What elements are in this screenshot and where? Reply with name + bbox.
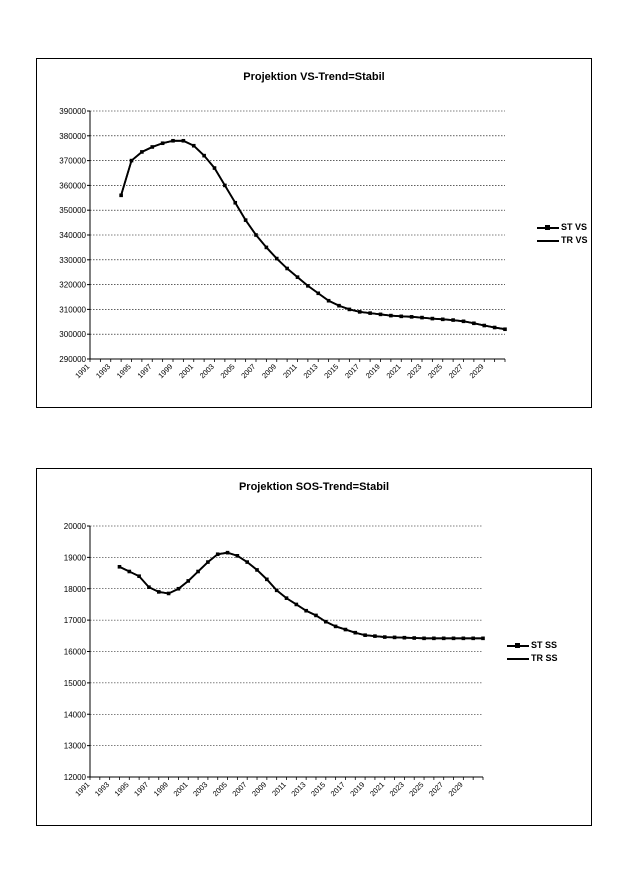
legend-swatch-marker: [537, 227, 559, 229]
y-tick-label: 330000: [59, 255, 86, 265]
chart-sos-frame: [36, 468, 592, 826]
x-tick-label: 2029: [446, 780, 465, 799]
x-tick-label: 2011: [270, 780, 288, 798]
x-tick-label: 2013: [289, 780, 308, 799]
y-tick-label: 390000: [59, 107, 86, 116]
y-tick-label: 12000: [63, 773, 86, 782]
x-tick-label: 2015: [322, 362, 341, 381]
x-tick-label: 1997: [135, 362, 154, 381]
chart-vs-frame: [36, 58, 592, 408]
y-tick-label: 290000: [59, 355, 86, 364]
y-tick-label: 350000: [59, 206, 86, 216]
legend-swatch-marker: [507, 645, 529, 647]
x-tick-label: 2001: [177, 362, 196, 381]
x-tick-label: 1999: [151, 780, 171, 799]
y-tick-label: 15000: [63, 678, 86, 688]
x-tick-label: 2015: [309, 780, 328, 799]
y-tick-label: 380000: [59, 131, 86, 141]
y-tick-label: 16000: [63, 647, 86, 657]
legend-swatch-line: [537, 240, 559, 242]
x-tick-label: 1991: [73, 362, 92, 381]
x-tick-label: 1995: [114, 362, 133, 381]
y-tick-label: 14000: [63, 710, 86, 720]
y-tick-label: 370000: [59, 156, 86, 166]
y-tick-label: 13000: [63, 741, 86, 751]
x-tick-label: 1995: [112, 780, 131, 799]
x-tick-label: 2011: [281, 362, 299, 380]
x-tick-label: 2003: [197, 362, 216, 381]
legend-label: TR VS: [561, 235, 588, 245]
y-tick-label: 18000: [63, 584, 86, 594]
legend-label: TR SS: [531, 653, 558, 663]
chart-title: Projektion VS-Trend=Stabil: [243, 71, 385, 83]
x-tick-label: 2021: [384, 362, 403, 381]
x-tick-label: 2029: [467, 362, 486, 381]
x-tick-label: 1993: [94, 362, 113, 381]
y-tick-label: 300000: [59, 330, 86, 340]
x-tick-label: 2005: [210, 780, 229, 799]
x-tick-label: 2001: [171, 780, 190, 799]
x-tick-label: 2019: [363, 362, 382, 381]
y-tick-label: 20000: [63, 522, 86, 531]
y-tick-label: 340000: [59, 231, 86, 240]
x-tick-label: 2025: [426, 362, 445, 381]
x-tick-label: 2027: [446, 362, 465, 381]
x-tick-label: 2021: [368, 780, 387, 799]
chart-title: Projektion SOS-Trend=Stabil: [238, 481, 390, 493]
x-tick-label: 2005: [218, 362, 237, 381]
x-tick-label: 2019: [348, 780, 367, 799]
legend-label: ST VS: [561, 222, 588, 232]
x-tick-label: 2023: [387, 780, 406, 799]
x-tick-label: 2027: [426, 780, 446, 799]
x-tick-label: 1993: [92, 780, 112, 799]
x-tick-label: 2009: [250, 780, 269, 799]
x-tick-label: 2003: [191, 780, 210, 799]
legend-item-st-ss: [507, 639, 558, 652]
legend-item-tr-ss: [507, 652, 558, 665]
x-tick-label: 2009: [260, 362, 279, 381]
y-tick-label: 310000: [59, 305, 86, 315]
x-tick-label: 2023: [405, 362, 424, 381]
x-tick-label: 2013: [301, 362, 320, 381]
y-tick-label: 320000: [59, 280, 86, 290]
x-tick-label: 1991: [73, 780, 92, 799]
legend-item-tr-vs: [537, 234, 588, 247]
legend: [537, 221, 588, 247]
series-line: [120, 553, 484, 639]
y-tick-label: 360000: [59, 181, 86, 191]
x-tick-label: 2025: [407, 780, 426, 799]
series-line: [120, 553, 484, 639]
x-tick-label: 2017: [343, 362, 362, 381]
x-tick-label: 2007: [230, 780, 249, 799]
legend: [507, 639, 558, 665]
x-tick-label: 1997: [132, 780, 151, 799]
y-tick-label: 17000: [63, 616, 86, 626]
x-tick-label: 2007: [239, 362, 258, 381]
x-tick-label: 1999: [156, 362, 175, 381]
legend-label: ST SS: [531, 640, 558, 650]
chart-vs-plot: [37, 59, 593, 409]
legend-item-st-vs: [537, 221, 588, 234]
x-tick-label: 2017: [328, 780, 347, 799]
y-tick-label: 19000: [63, 553, 86, 563]
legend-swatch-line: [507, 658, 529, 660]
